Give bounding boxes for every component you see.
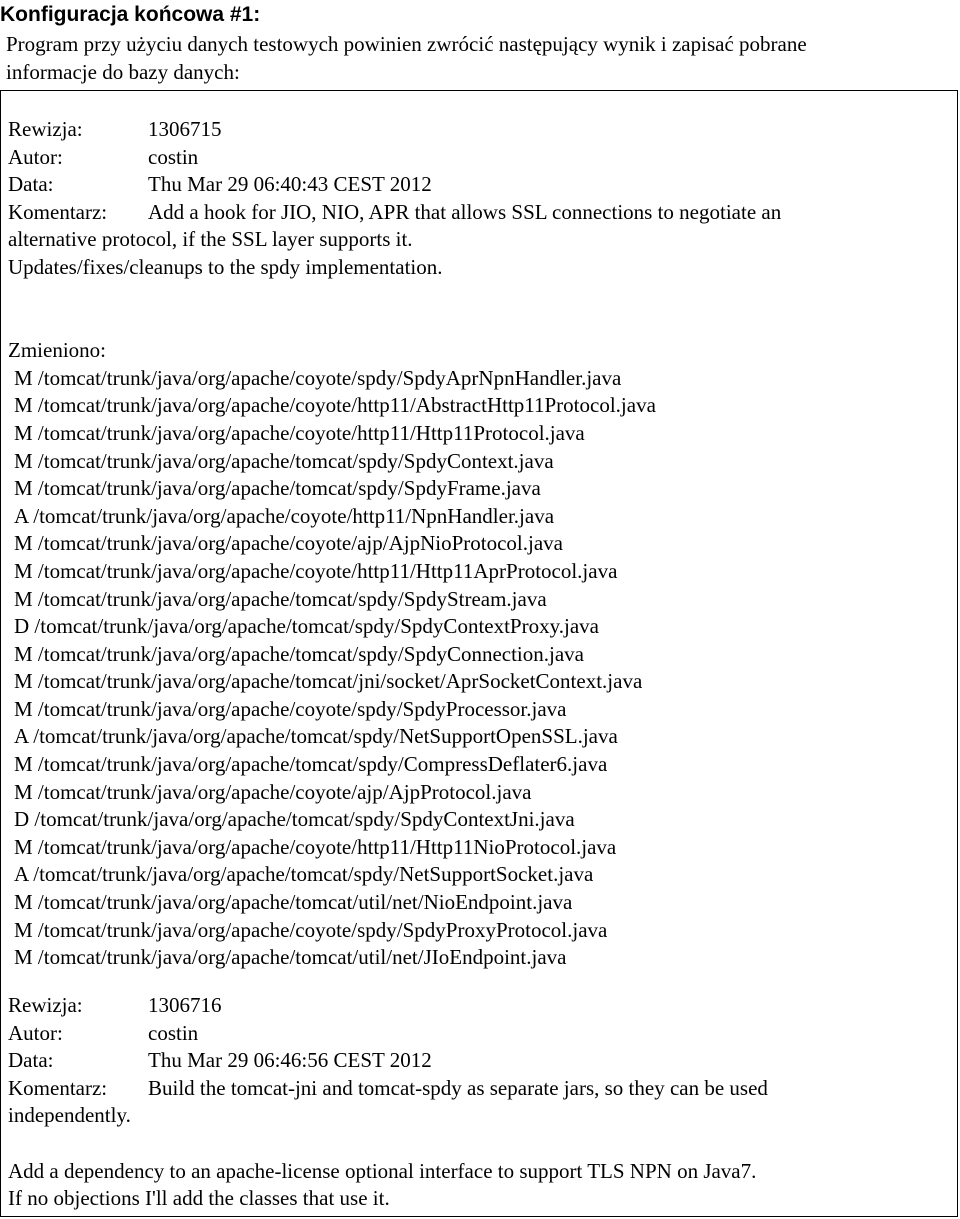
- date-row: [8, 171, 954, 199]
- comment-block: [8, 1075, 954, 1213]
- comment-label: Komentarz:: [8, 199, 108, 224]
- page-heading: Konfiguracja końcowa #1:: [0, 3, 261, 26]
- intro-line: Program przy użyciu danych testowych powinien zwrócić następujący wynik i zapisać pobrane: [6, 32, 807, 56]
- revision-label: Rewizja:: [8, 993, 83, 1017]
- changed-file: M /tomcat/trunk/java/org/apache/tomcat/spdy/SpdyContext.java: [14, 448, 554, 473]
- changed-file: M /tomcat/trunk/java/org/apache/coyote/spdy/SpdyAprNpnHandler.java: [14, 365, 622, 390]
- author-value: costin: [148, 1020, 199, 1045]
- changed-file: D /tomcat/trunk/java/org/apache/tomcat/spdy/SpdyContextJni.java: [14, 807, 575, 832]
- changed-file: M /tomcat/trunk/java/org/apache/tomcat/util/net/JIoEndpoint.java: [14, 945, 567, 970]
- comment-line: Build the tomcat-jni and tomcat-spdy as separate jars, so they can be used: [148, 1075, 768, 1100]
- revision-entry-1: [8, 116, 954, 972]
- author-value: costin: [148, 144, 199, 169]
- intro-line: informacje do bazy danych:: [6, 59, 240, 84]
- changed-file: M /tomcat/trunk/java/org/apache/coyote/http11/AbstractHttp11Protocol.java: [14, 393, 656, 418]
- changed-file: M /tomcat/trunk/java/org/apache/coyote/ajp/AjpNioProtocol.java: [14, 531, 563, 556]
- revision-entry-2: [8, 992, 954, 1213]
- changed-file: A /tomcat/trunk/java/org/apache/tomcat/spdy/NetSupportSocket.java: [14, 862, 594, 887]
- comment-line: alternative protocol, if the SSL layer supports it.: [8, 227, 413, 252]
- date-value: Thu Mar 29 06:46:56 CEST 2012: [148, 1048, 432, 1073]
- changed-file: M /tomcat/trunk/java/org/apache/tomcat/spdy/SpdyFrame.java: [14, 476, 541, 501]
- changed-file: M /tomcat/trunk/java/org/apache/tomcat/util/net/NioEndpoint.java: [14, 890, 573, 915]
- comment-line: independently.: [8, 1103, 131, 1128]
- revision-row: [8, 992, 954, 1020]
- date-label: Data:: [8, 172, 54, 197]
- changed-file: D /tomcat/trunk/java/org/apache/tomcat/spdy/SpdyContextProxy.java: [14, 614, 599, 639]
- author-row: [8, 1020, 954, 1048]
- changed-file: M /tomcat/trunk/java/org/apache/tomcat/spdy/CompressDeflater6.java: [14, 752, 608, 777]
- date-label: Data:: [8, 1048, 54, 1073]
- changed-file: M /tomcat/trunk/java/org/apache/coyote/spdy/SpdyProxyProtocol.java: [14, 917, 608, 942]
- author-row: [8, 144, 954, 172]
- changed-file: M /tomcat/trunk/java/org/apache/coyote/http11/Http11AprProtocol.java: [14, 558, 618, 583]
- revision-row: [8, 116, 954, 144]
- intro-text: [6, 31, 956, 86]
- changed-file: M /tomcat/trunk/java/org/apache/coyote/ajp/AjpProtocol.java: [14, 779, 532, 804]
- comment-line: Add a hook for JIO, NIO, APR that allows SSL connections to negotiate an: [148, 199, 782, 224]
- comment-line: Updates/fixes/cleanups to the spdy implementation.: [8, 254, 443, 279]
- comment-label: Komentarz:: [8, 1075, 108, 1100]
- changed-file: A /tomcat/trunk/java/org/apache/tomcat/spdy/NetSupportOpenSSL.java: [14, 724, 618, 749]
- changed-file: M /tomcat/trunk/java/org/apache/coyote/http11/Http11Protocol.java: [14, 420, 585, 445]
- changed-file: M /tomcat/trunk/java/org/apache/tomcat/spdy/SpdyStream.java: [14, 586, 547, 611]
- revision-value: 1306716: [148, 993, 222, 1017]
- changed-file: A /tomcat/trunk/java/org/apache/coyote/http11/NpnHandler.java: [14, 503, 555, 528]
- author-label: Autor:: [8, 144, 63, 169]
- revision-value: 1306715: [148, 117, 222, 141]
- comment-blank-line: [8, 1130, 954, 1158]
- date-value: Thu Mar 29 06:40:43 CEST 2012: [148, 172, 432, 197]
- changed-file: M /tomcat/trunk/java/org/apache/tomcat/jni/socket/AprSocketContext.java: [14, 669, 643, 694]
- date-row: [8, 1047, 954, 1075]
- revision-label: Rewizja:: [8, 117, 83, 141]
- changed-file: M /tomcat/trunk/java/org/apache/coyote/spdy/SpdyProcessor.java: [14, 696, 567, 721]
- comment-line: Add a dependency to an apache-license optional interface to support TLS NPN on Java7.: [8, 1158, 757, 1183]
- comment-block: [8, 199, 954, 282]
- author-label: Autor:: [8, 1020, 63, 1045]
- changed-file: M /tomcat/trunk/java/org/apache/coyote/http11/Http11NioProtocol.java: [14, 834, 617, 859]
- changes-list: [8, 365, 954, 972]
- comment-line: If no objections I'll add the classes that use it.: [8, 1186, 390, 1211]
- changes-label: Zmieniono:: [8, 338, 106, 363]
- changed-file: M /tomcat/trunk/java/org/apache/tomcat/spdy/SpdyConnection.java: [14, 641, 584, 666]
